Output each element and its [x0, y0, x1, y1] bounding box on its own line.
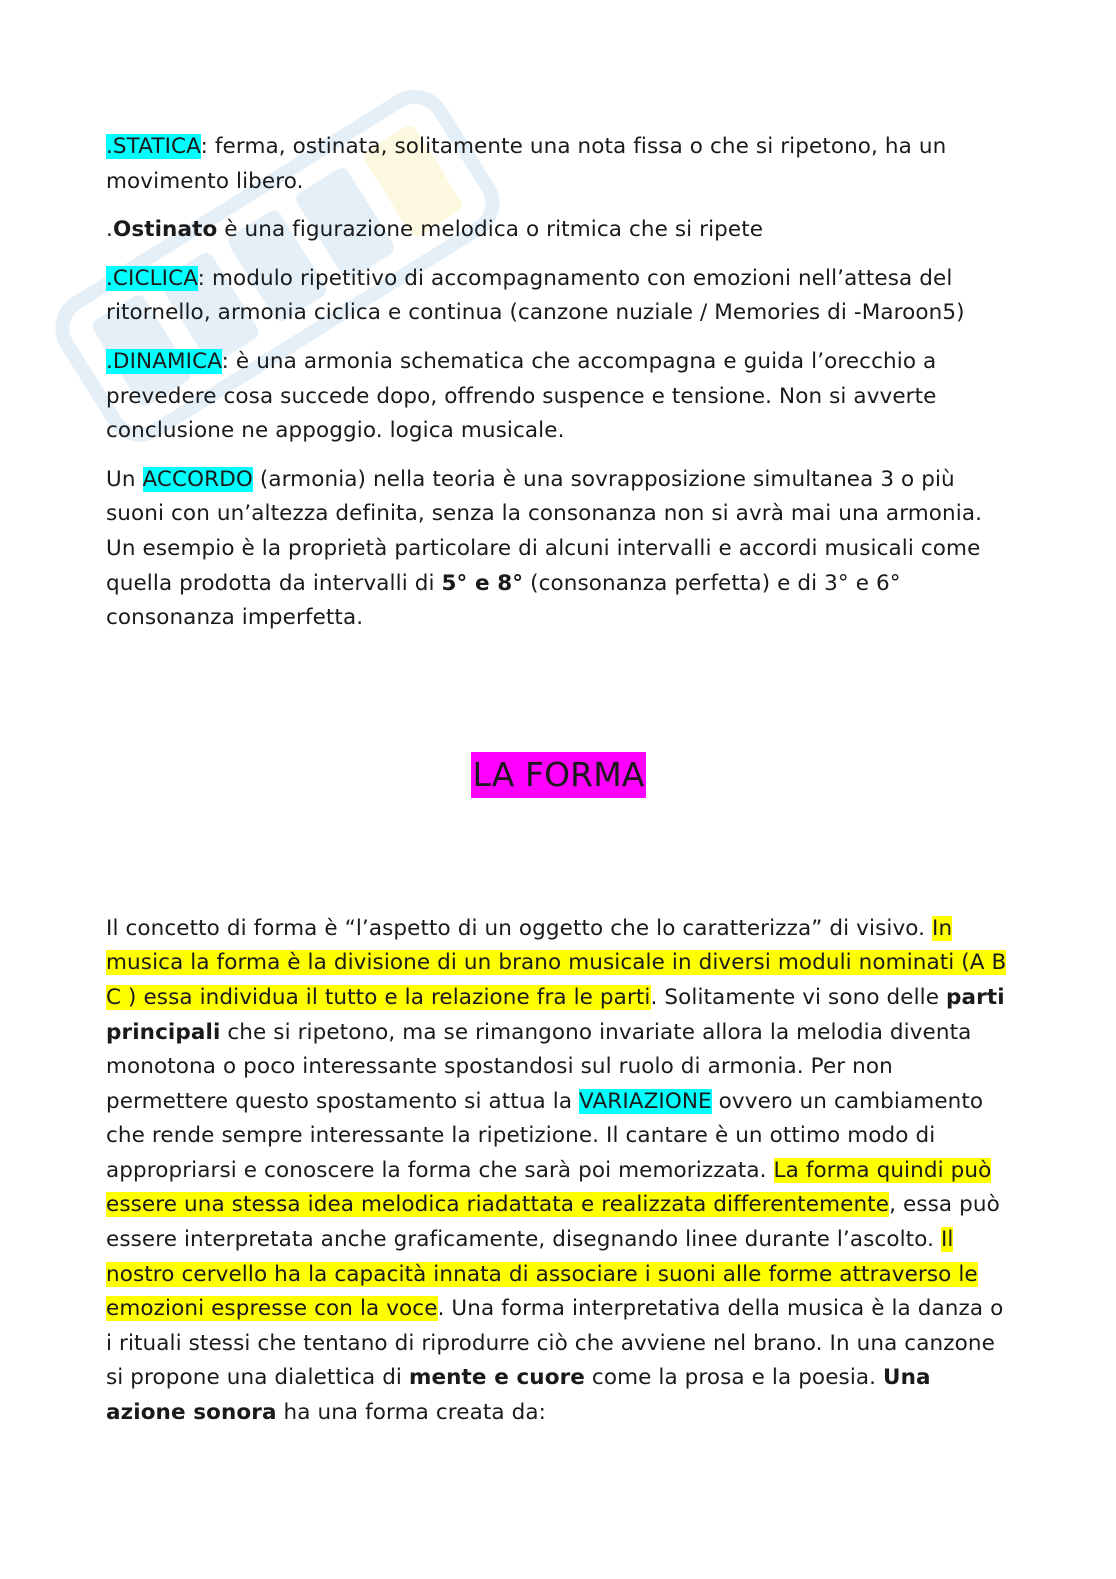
bold-text: Una azione sonora: [106, 1365, 931, 1426]
paragraph-ostinato: [106, 213, 1011, 248]
paragraph-text: come la prosa e la poesia.: [584, 1365, 884, 1391]
paragraph-text: che si ripetono, ma se rimangono invariate allora la melodia diventa monotona o poco interessante spostandosi sul ruolo di armonia. Per non permettere questo spostamento si attua la: [106, 1019, 972, 1114]
paragraph-text: Il concetto di forma è “l’aspetto di un oggetto che lo caratterizza” di visivo.: [106, 915, 933, 941]
bold-text: mente e cuore: [408, 1365, 585, 1391]
paragraph-statica: [106, 130, 1011, 199]
paragraph-prefix: .: [106, 217, 113, 243]
paragraph-text: : ferma, ostinata, solitamente una nota fissa o che si ripetono, ha un movimento libero.: [106, 134, 947, 194]
paragraph-text: ha una forma creata da:: [276, 1400, 546, 1426]
term-ciclica: .CICLICA: [106, 265, 198, 291]
paragraph-text: . Una forma interpretativa della musica è la danza o i rituali stessi che tentano di riprodurre ciò che avviene nel brano. In una canzone si propone una dialettica di: [106, 1296, 1004, 1391]
term-accordo: ACCORDO: [142, 466, 253, 492]
bold-intervals: 5° e 8°: [441, 570, 524, 596]
term-variazione: VARIAZIONE: [579, 1088, 712, 1114]
term-statica: .STATICA: [106, 134, 201, 159]
highlight-text: La forma quindi può essere una stessa idea melodica riadattata e realizzata differentemente: [106, 1157, 992, 1218]
paragraph-text: , essa può essere interpretata anche graficamente, disegnando linee durante l’ascolto.: [106, 1192, 1000, 1253]
term-dinamica: .DINAMICA: [106, 348, 222, 374]
paragraph-forma: [106, 912, 1011, 1431]
section-title-wrap: [106, 752, 1011, 798]
paragraph-accordo: [106, 463, 1011, 636]
term-ostinato: Ostinato: [112, 217, 218, 243]
highlight-text: In musica la forma è la divisione di un brano musicale in diversi moduli nominati (A B C ) essa individua il tutto e la relazione fra le parti: [106, 915, 1007, 1010]
paragraph-text: . Solitamente vi sono delle: [650, 984, 947, 1010]
paragraph-text: Un: [106, 466, 143, 492]
paragraph-text: : modulo ripetitivo di accompagnamento con emozioni nell’attesa del ritornello, armonia ciclica e continua (canzone nuziale / Memories di -Maroon5): [106, 265, 965, 326]
paragraph-dinamica: [106, 345, 1011, 449]
paragraph-text: (armonia) nella teoria è una sovrapposizione simultanea 3 o più suoni con un’altezza definita, senza la consonanza non si avrà mai una armonia. Un esempio è la proprietà particolare di alcuni intervalli e accordi musicali come quella prodotta da intervalli di: [106, 466, 983, 596]
paragraph-text: (consonanza perfetta) e di 3° e 6° consonanza imperfetta.: [106, 570, 901, 631]
paragraph-ciclica: [106, 262, 1011, 331]
paragraph-text: ovvero un cambiamento che rende sempre interessante la ripetizione. Il cantare è un ottimo modo di appropriarsi e conoscere la forma che sarà poi memorizzata.: [106, 1088, 984, 1183]
bold-text: parti principali: [106, 984, 1005, 1045]
document-body: [106, 130, 1011, 1445]
highlight-text: Il nostro cervello ha la capacità innata di associare i suoni alle forme attraverso le emozioni espresse con la voce: [106, 1227, 978, 1322]
paragraph-text: : è una armonia schematica che accompagna e guida l’orecchio a prevedere cosa succede dopo, offrendo suspence e tensione. Non si avverte conclusione ne appoggio. logica musicale.: [106, 348, 937, 444]
paragraph-text: è una figurazione melodica o ritmica che si ripete: [217, 217, 764, 243]
section-title: LA FORMA: [471, 752, 647, 798]
